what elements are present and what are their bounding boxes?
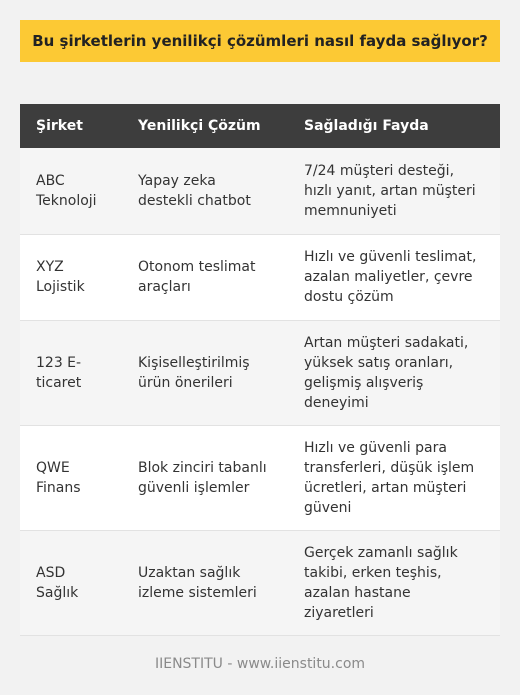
cell-company: ASD Sağlık [20, 530, 122, 635]
cell-solution: Kişiselleştirilmiş ürün önerileri [122, 320, 288, 425]
cell-benefit: 7/24 müşteri desteği, hızlı yanıt, artan müşteri memnuniyeti [288, 148, 500, 234]
header-company: Şirket [20, 104, 122, 148]
table-header-row [20, 104, 500, 148]
table-row [20, 234, 500, 320]
page-title: Bu şirketlerin yenilikçi çözümleri nasıl fayda sağlıyor? [20, 20, 500, 62]
comparison-table [20, 104, 500, 636]
footer-credit: IIENSTITU - www.iienstitu.com [154, 656, 366, 672]
table-row [20, 425, 500, 530]
cell-benefit: Hızlı ve güvenli para transferleri, düşük işlem ücretleri, artan müşteri güveni [288, 425, 500, 530]
table-row [20, 320, 500, 425]
cell-solution: Uzaktan sağlık izleme sistemleri [122, 530, 288, 635]
cell-company: ABC Teknoloji [20, 148, 122, 234]
header-solution: Yenilikçi Çözüm [122, 104, 288, 148]
cell-solution: Otonom teslimat araçları [122, 234, 288, 320]
cell-solution: Blok zinciri tabanlı güvenli işlemler [122, 425, 288, 530]
header-benefit: Sağladığı Fayda [288, 104, 500, 148]
cell-company: QWE Finans [20, 425, 122, 530]
cell-company: 123 E-ticaret [20, 320, 122, 425]
table-row [20, 148, 500, 234]
cell-solution: Yapay zeka destekli chatbot [122, 148, 288, 234]
cell-benefit: Hızlı ve güvenli teslimat, azalan maliyetler, çevre dostu çözüm [288, 234, 500, 320]
table-row [20, 530, 500, 635]
cell-benefit: Gerçek zamanlı sağlık takibi, erken teşhis, azalan hastane ziyaretleri [288, 530, 500, 635]
cell-company: XYZ Lojistik [20, 234, 122, 320]
cell-benefit: Artan müşteri sadakati, yüksek satış oranları, gelişmiş alışveriş deneyimi [288, 320, 500, 425]
